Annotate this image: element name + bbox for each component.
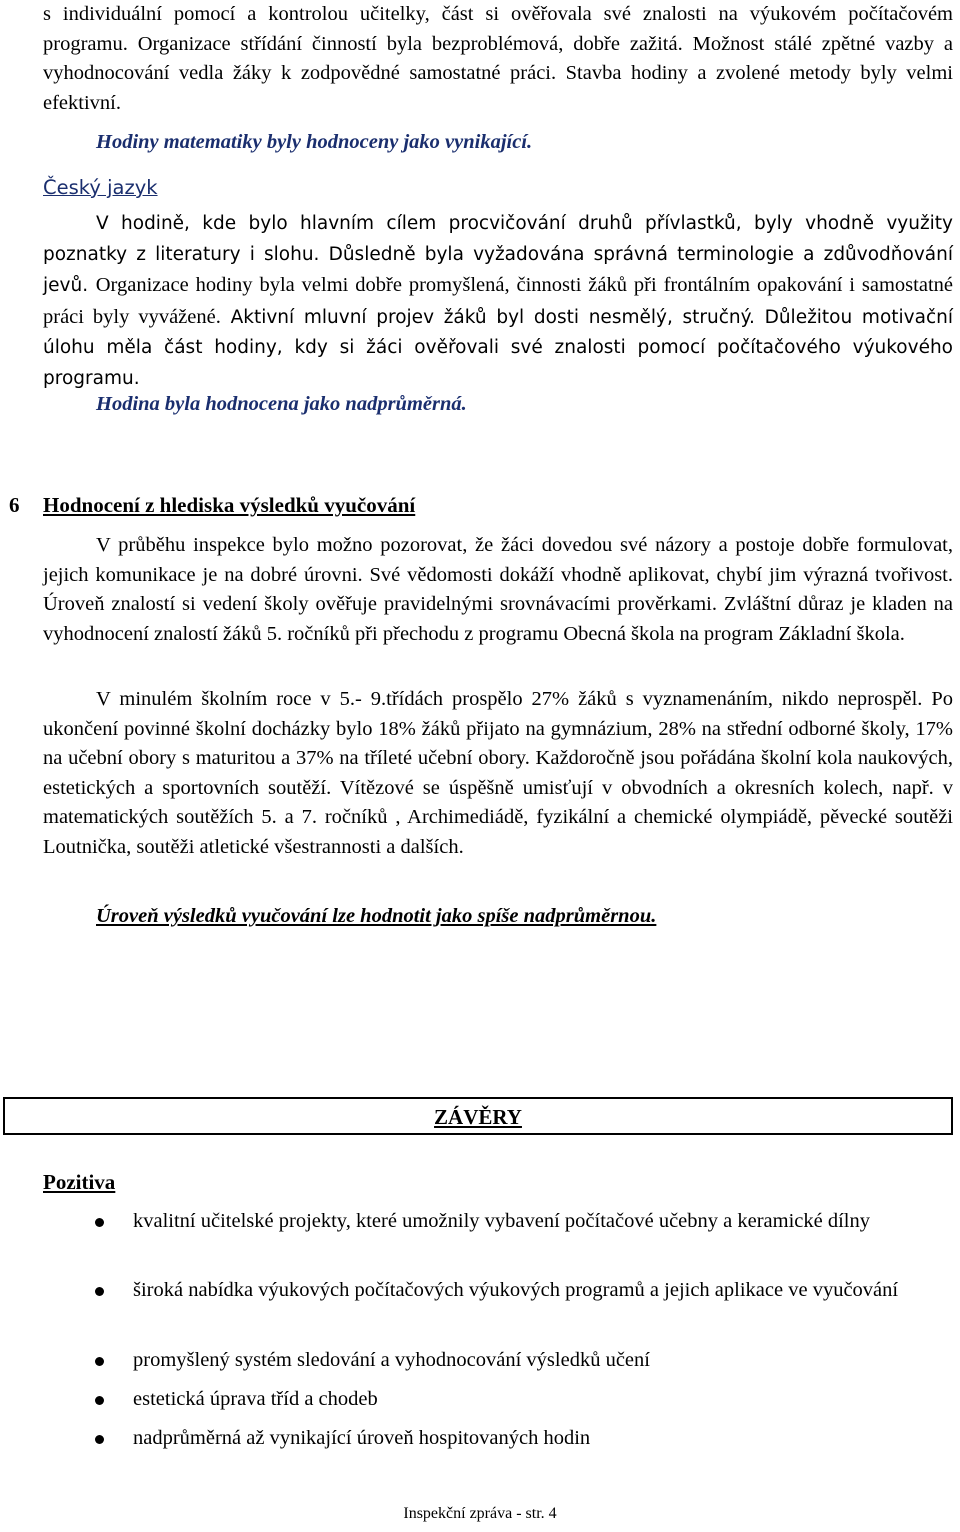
list-item: široká nabídka výukových počítačových výukových programů a jejich aplikace ve vyučování bbox=[133, 1275, 953, 1305]
section-6-paragraph-1: V průběhu inspekce bylo možno pozorovat, že žáci dovedou své názory a postoje dobře formulovat, jejich komunikace je na dobré úrovni. Své vědomosti dokáží vhodně aplikovat, chybí jim výrazná tvořivost. Úroveň znalostí si vedení školy ověřuje pravidelnými srovnávacími prověrkami. Zvláštní důraz je kladen na vyhodnocení znalostí žáků 5. ročníků při přechodu z programu Obecná škola na program Základní škola. bbox=[43, 534, 953, 645]
bullet-icon bbox=[95, 1287, 104, 1296]
bullet-icon bbox=[95, 1435, 104, 1444]
list-item: estetická úprava tříd a chodeb bbox=[133, 1384, 953, 1414]
cesky-p4: Důležitou motivační úlohu měla část hodiny, kdy si žáci ověřovali své znalosti pomocí počítačového výukového programu. bbox=[43, 306, 953, 389]
cesky-p3: Aktivní mluvní projev žáků byl dosti nesmělý, stručný. bbox=[230, 306, 755, 328]
bullet-icon bbox=[95, 1218, 104, 1227]
top-paragraph bbox=[43, 0, 953, 118]
page-footer: Inspekční zpráva - str. 4 bbox=[403, 1505, 557, 1522]
math-evaluation: Hodiny matematiky byly hodnoceny jako vynikající. bbox=[96, 131, 533, 153]
bullet-icon bbox=[95, 1396, 104, 1405]
bullet-icon bbox=[95, 1357, 104, 1366]
cesky-jazyk-heading: Český jazyk bbox=[43, 176, 158, 199]
cesky-jazyk-paragraph bbox=[43, 209, 953, 394]
section-6-paragraph-2: V minulém školním roce v 5.- 9.třídách prospělo 27% žáků s vyznamenáním, nikdo neprospěl. Po ukončení povinné školní docházky bylo 18% žáků přijato na gymnázium, 28% na střední odborné školy, 17% na učební obory s maturitou a 37% na tříleté učební obory. Každoročně jsou pořádána školní kola naukových, estetických a sportovních soutěží. Vítězové se úspěšně umisťují v obvodních a okresních kolech, např. v matematických soutěžích 5. a 7. ročníků , Archimediádě, fyzikální a chemické olympiádě, pěvecké soutěži Loutnička, soutěži atletické všestrannosti a dalších. bbox=[43, 688, 953, 858]
zavery-title: ZÁVĚRY bbox=[434, 1105, 522, 1129]
section-6-evaluation: Úroveň výsledků vyučování lze hodnotit jako spíše nadprůměrnou. bbox=[96, 905, 657, 927]
pozitiva-heading: Pozitiva bbox=[43, 1170, 116, 1194]
cesky-evaluation: Hodina byla hodnocena jako nadprůměrná. bbox=[96, 393, 467, 415]
section-number: 6 bbox=[9, 493, 20, 517]
list-item: promyšlený systém sledování a vyhodnocování výsledků učení bbox=[133, 1345, 953, 1375]
top-paragraph-text: s individuální pomocí a kontrolou učitelky, část si ověřovala své znalosti na výukovém počítačovém programu. Organizace střídání činností byla bezproblémová, dobře zažitá. Možnost stálé zpětné vazby a vyhodnocování vedla žáky k zodpovědné samostatné práci. Stavba hodiny a zvolené metody byly velmi efektivní. bbox=[43, 3, 953, 114]
zavery-box bbox=[3, 1097, 953, 1135]
cesky-p1: V hodině, kde bylo hlavním cílem procvičování druhů přívlastků, byly vhodně využity poznatky z literatury i slohu. Důsledně byla vyžadována správná terminologie a zdůvodňování jevů. bbox=[43, 213, 953, 296]
cesky-p2: Organizace hodiny byla velmi dobře promyšlená, činnosti žáků při frontálním opakování i samostatné práci byly vyvážené. bbox=[43, 274, 953, 328]
section-title: Hodnocení z hlediska výsledků vyučování bbox=[43, 493, 416, 517]
list-item: kvalitní učitelské projekty, které umožnily vybavení počítačové učebny a keramické dílny bbox=[133, 1206, 953, 1236]
list-item: nadprůměrná až vynikající úroveň hospitovaných hodin bbox=[133, 1423, 953, 1453]
